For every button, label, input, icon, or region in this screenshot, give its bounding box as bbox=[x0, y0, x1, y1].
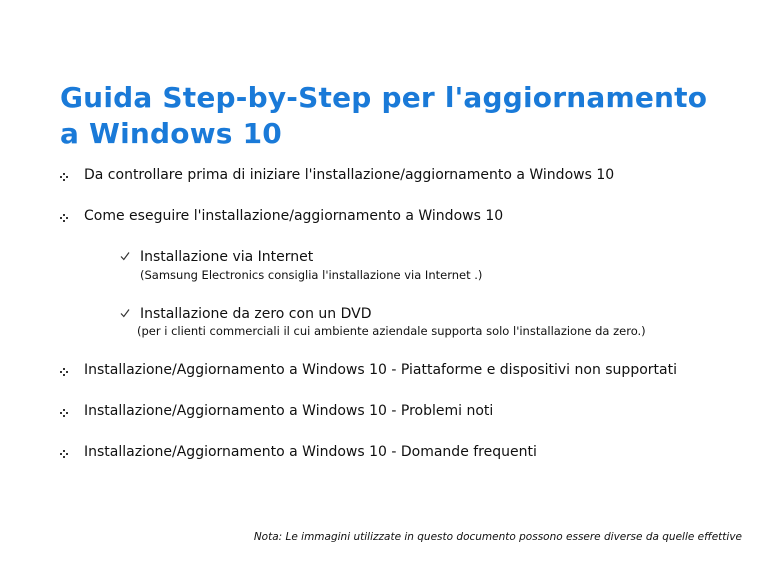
checkmark-icon bbox=[120, 251, 130, 261]
bullet-text: Da controllare prima di iniziare l'installazione/aggiornamento a Windows 10 bbox=[84, 167, 615, 183]
footnote: Nota: Le immagini utilizzate in questo documento possono essere diverse da quelle effettive bbox=[253, 531, 742, 543]
diamond-bullet-icon bbox=[60, 173, 68, 181]
slide-title: Guida Step-by-Step per l'aggiornamento a Windows 10 bbox=[60, 81, 708, 150]
diamond-bullet-icon bbox=[60, 409, 68, 417]
diamond-bullet-icon bbox=[60, 368, 68, 376]
bullet-text: Come eseguire l'installazione/aggiornamento a Windows 10 bbox=[84, 208, 504, 224]
sub-item-note: (Samsung Electronics consiglia l'installazione via Internet .) bbox=[140, 268, 483, 282]
sub-item-note: (per i clienti commerciali il cui ambiente aziendale supporta solo l'installazione da zero.) bbox=[137, 324, 646, 338]
bullet-text: Installazione/Aggiornamento a Windows 10 - Problemi noti bbox=[84, 403, 494, 419]
diamond-bullet-icon bbox=[60, 214, 68, 222]
sub-item-text: Installazione da zero con un DVD bbox=[140, 306, 372, 322]
sub-item-text: Installazione via Internet bbox=[140, 249, 314, 265]
checkmark-icon bbox=[120, 308, 130, 318]
diamond-bullet-icon bbox=[60, 450, 68, 458]
bullet-text: Installazione/Aggiornamento a Windows 10 - Domande frequenti bbox=[84, 444, 537, 460]
bullet-text: Installazione/Aggiornamento a Windows 10 - Piattaforme e dispositivi non supportati bbox=[84, 362, 677, 378]
